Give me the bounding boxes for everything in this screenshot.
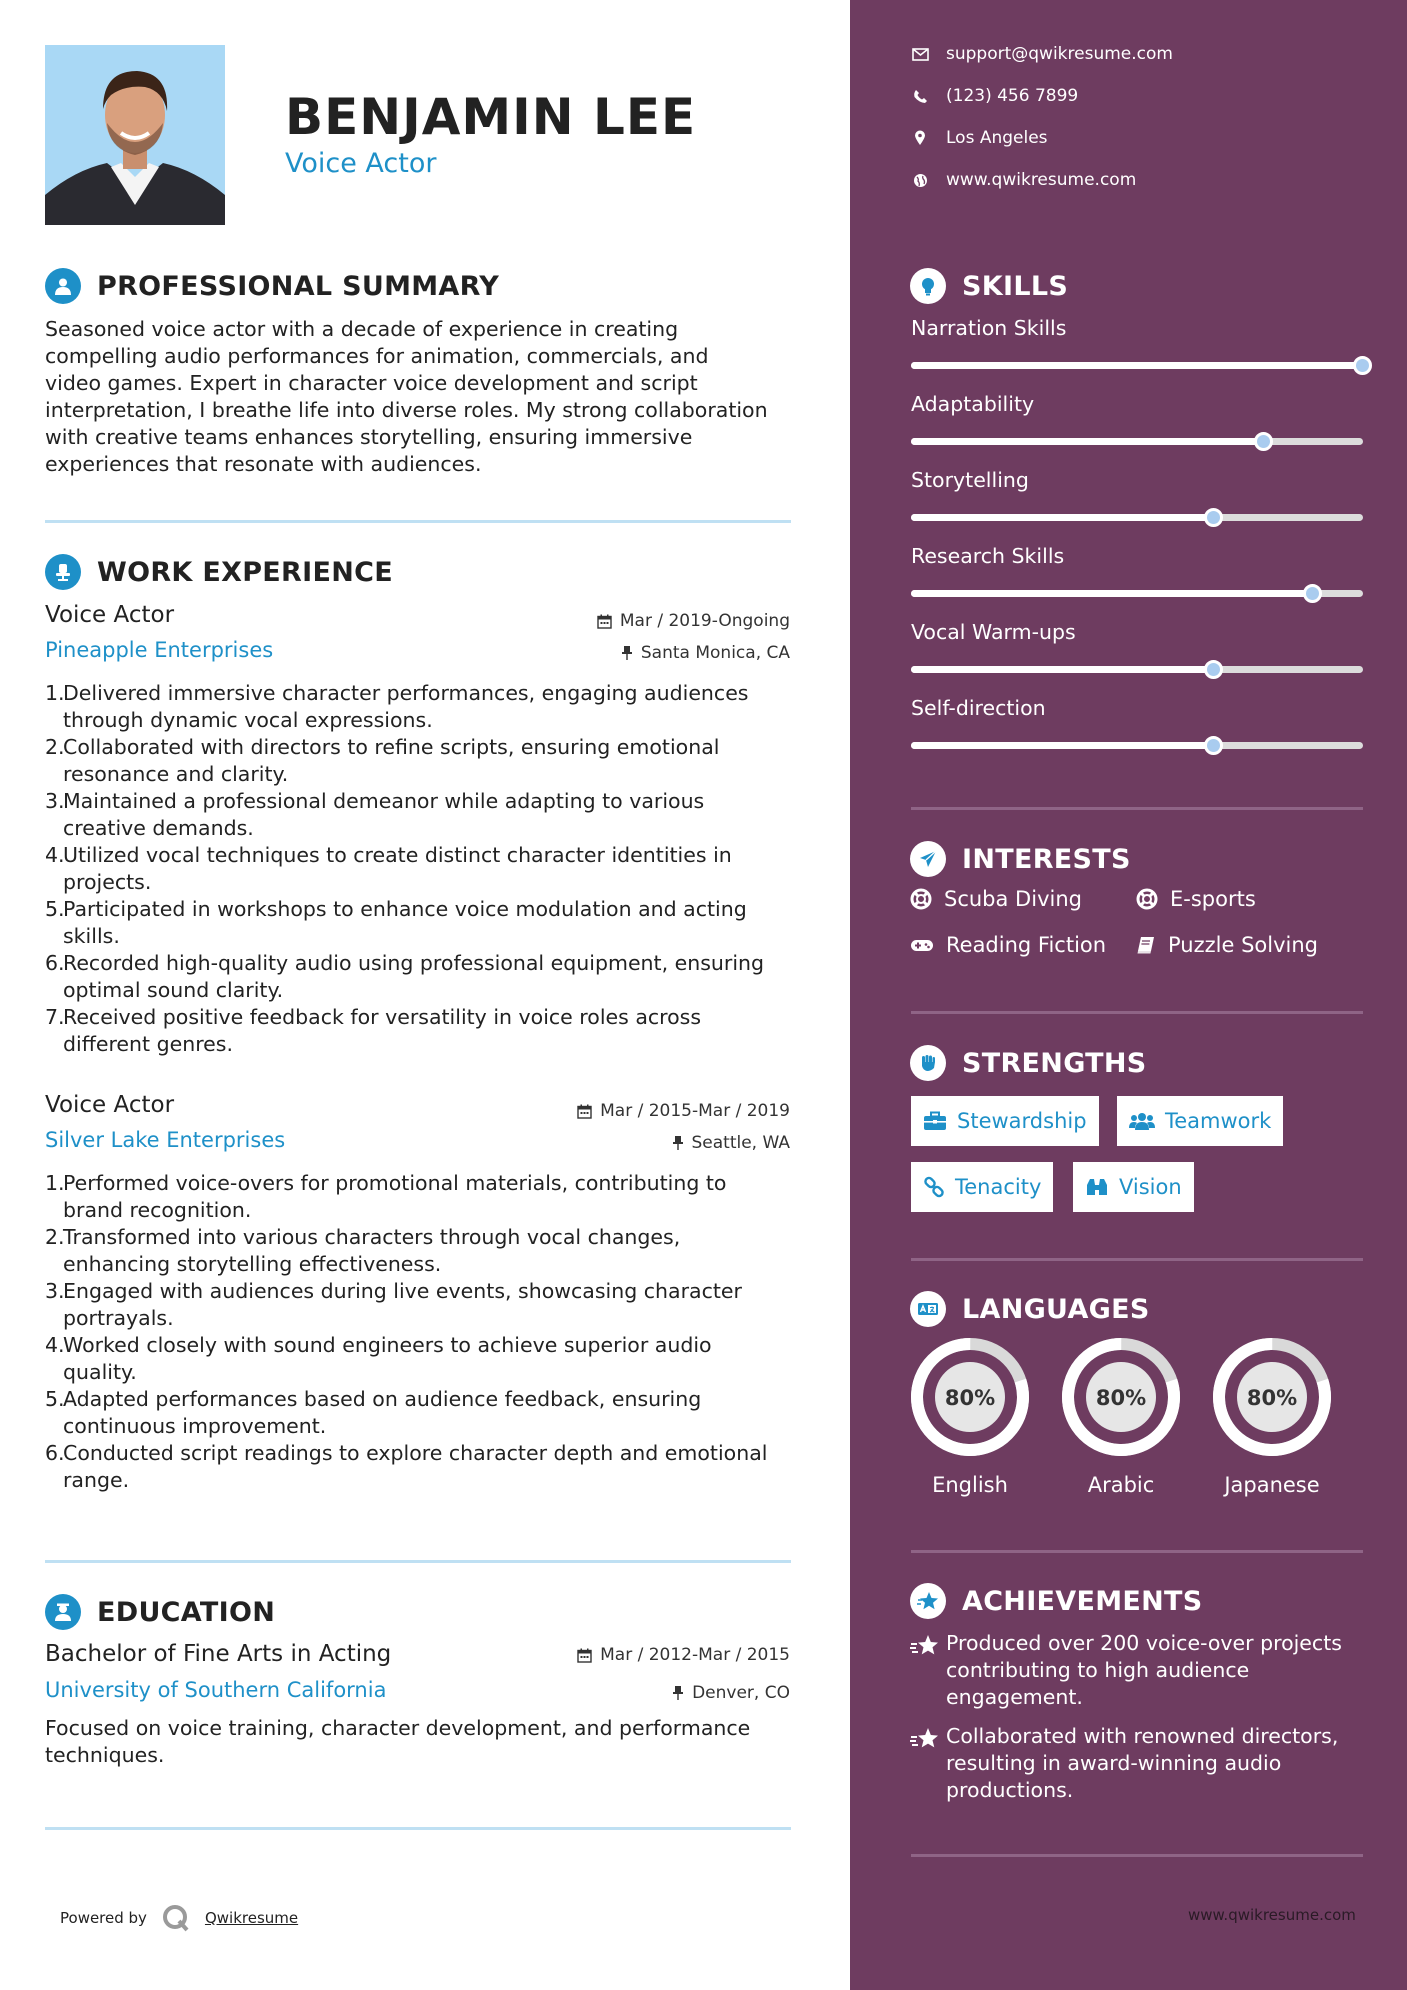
list-item [45, 788, 805, 842]
achievements-section-heading [910, 1583, 1203, 1619]
summary-line: compelling audio performances for animation, commercials, and [45, 344, 709, 368]
job-company: Pineapple Enterprises [45, 638, 274, 662]
language-name: English [932, 1473, 1008, 1497]
powered-by [60, 1903, 298, 1933]
achievement-line: engagement. [946, 1685, 1083, 1709]
skill-bar [911, 362, 1363, 369]
paper-plane-icon [910, 841, 946, 877]
item-number: 5. [45, 897, 65, 921]
link-icon [923, 1176, 945, 1198]
skill-bar-fill [911, 514, 1214, 521]
job-title: Voice Actor [45, 602, 175, 628]
item-number: 4. [45, 1333, 65, 1357]
binoculars-icon [1085, 1177, 1109, 1197]
item-number: 5. [45, 1387, 65, 1411]
section-divider [911, 1011, 1363, 1014]
item-number: 1. [45, 1171, 65, 1195]
skill-bar-fill [911, 666, 1214, 673]
job-company: Silver Lake Enterprises [45, 1128, 286, 1152]
item-line: Received positive feedback for versatility in voice roles across [63, 1005, 702, 1029]
job-date [597, 611, 790, 631]
item-number: 2. [45, 1225, 65, 1249]
item-line: Adapted performances based on audience feedback, ensuring [63, 1387, 702, 1411]
item-line: different genres. [63, 1032, 233, 1056]
achievement-line: productions. [946, 1778, 1074, 1802]
item-line: portrayals. [63, 1306, 174, 1330]
email-text: support@qwikresume.com [946, 44, 1173, 64]
strength-label: Teamwork [1165, 1109, 1272, 1133]
user-icon [45, 268, 81, 304]
item-line: enhancing storytelling effectiveness. [63, 1252, 442, 1276]
language-ring [908, 1335, 1032, 1459]
life-ring-icon [910, 888, 932, 910]
calendar-icon [577, 1104, 592, 1119]
summary-line: video games. Expert in character voice development and script [45, 371, 698, 395]
education-location-text: Denver, CO [692, 1683, 790, 1703]
globe-icon [913, 173, 928, 188]
briefcase-icon [923, 1111, 947, 1131]
achievement-line: contributing to high audience [946, 1658, 1250, 1682]
users-icon [1129, 1111, 1155, 1131]
section-divider [911, 1854, 1363, 1857]
item-number: 3. [45, 1279, 65, 1303]
language-name: Arabic [1087, 1473, 1155, 1497]
education-heading: EDUCATION [97, 1596, 276, 1628]
job-location-text: Santa Monica, CA [640, 643, 790, 663]
shooting-star-icon [910, 1726, 940, 1752]
job-duties-list [45, 1170, 805, 1494]
education-date-text: Mar / 2012-Mar / 2015 [600, 1645, 790, 1665]
item-line: Transformed into various characters through vocal changes, [63, 1225, 681, 1249]
list-item [45, 950, 805, 1004]
language-ring [1210, 1335, 1334, 1459]
skill-slider-knob [1254, 432, 1273, 451]
section-divider [45, 520, 791, 523]
job-location-text: Seattle, WA [691, 1133, 790, 1153]
achievement-line: Produced over 200 voice-over projects [946, 1631, 1342, 1655]
experience-heading: WORK EXPERIENCE [97, 556, 393, 588]
section-divider [911, 807, 1363, 810]
qwikresume-link[interactable]: Qwikresume [204, 1909, 299, 1927]
achievements-heading: ACHIEVEMENTS [962, 1585, 1203, 1617]
profile-photo [45, 45, 225, 225]
interest-item [1136, 887, 1256, 911]
item-line: Engaged with audiences during live events, showcasing character [63, 1279, 742, 1303]
website-text: www.qwikresume.com [946, 170, 1137, 190]
strength-label: Tenacity [955, 1175, 1042, 1199]
section-divider [45, 1560, 791, 1563]
job-duties-list [45, 680, 805, 1058]
item-line: Performed voice-overs for promotional materials, contributing to [63, 1171, 727, 1195]
strengths-section-heading [910, 1045, 1147, 1081]
calendar-icon [597, 614, 612, 629]
degree-title: Bachelor of Fine Arts in Acting [45, 1641, 392, 1667]
job-title: Voice Actor [45, 1092, 175, 1118]
summary-section-heading [45, 268, 499, 304]
item-number: 2. [45, 735, 65, 759]
education-description [45, 1715, 805, 1769]
job-date-text: Mar / 2015-Mar / 2019 [600, 1101, 790, 1121]
language-percent: 80% [1095, 1386, 1147, 1410]
summary-line: interpretation, I breathe life into diverse roles. My strong collaboration [45, 398, 768, 422]
item-line: Recorded high-quality audio using professional equipment, ensuring [63, 951, 765, 975]
lightbulb-icon [910, 268, 946, 304]
skill-slider-knob [1204, 736, 1223, 755]
item-line: resonance and clarity. [63, 762, 289, 786]
item-line: Maintained a professional demeanor while adapting to various [63, 789, 705, 813]
gamepad-icon [910, 937, 934, 953]
job-date-text: Mar / 2019-Ongoing [619, 611, 790, 631]
skill-bar [911, 590, 1363, 597]
interest-label: Puzzle Solving [1168, 933, 1318, 957]
skills-section-heading [910, 268, 1068, 304]
item-number: 6. [45, 1441, 65, 1465]
contact-website[interactable] [910, 170, 1136, 190]
map-marker-icon [914, 130, 926, 146]
list-item [45, 1004, 805, 1058]
skill-bar [911, 666, 1363, 673]
summary-text [45, 316, 795, 478]
strength-label: Stewardship [957, 1109, 1087, 1133]
calendar-icon [577, 1648, 592, 1663]
experience-section-heading [45, 554, 393, 590]
item-line: Collaborated with directors to refine scripts, ensuring emotional [63, 735, 720, 759]
interest-label: E-sports [1170, 887, 1256, 911]
strength-chip [1073, 1162, 1194, 1212]
powered-by-label: Powered by [60, 1909, 147, 1927]
item-line: range. [63, 1468, 130, 1492]
interest-item [910, 933, 1106, 957]
strengths-heading: STRENGTHS [962, 1047, 1147, 1079]
chair-icon [45, 554, 81, 590]
list-item [45, 1332, 805, 1386]
item-line: brand recognition. [63, 1198, 252, 1222]
strength-label: Vision [1119, 1175, 1182, 1199]
graduate-icon [45, 1594, 81, 1630]
book-icon [1136, 935, 1156, 955]
skill-bar [911, 514, 1363, 521]
envelope-icon [912, 48, 929, 61]
location-text: Los Angeles [946, 128, 1048, 148]
item-line: through dynamic vocal expressions. [63, 708, 433, 732]
item-line: Utilized vocal techniques to create distinct character identities in [63, 843, 732, 867]
list-item [45, 1170, 805, 1224]
item-number: 1. [45, 681, 65, 705]
interest-label: Scuba Diving [944, 887, 1082, 911]
education-location [672, 1683, 790, 1703]
summary-heading: PROFESSIONAL SUMMARY [97, 270, 500, 302]
pushpin-icon [621, 645, 633, 661]
skill-slider-knob [1204, 508, 1223, 527]
pushpin-icon [672, 1135, 684, 1151]
school-name: University of Southern California [45, 1678, 387, 1702]
skill-bar [911, 438, 1363, 445]
list-item [45, 842, 805, 896]
star-icon [910, 1583, 946, 1619]
item-line: Worked closely with sound engineers to achieve superior audio [63, 1333, 712, 1357]
interests-section-heading [910, 841, 1131, 877]
strength-chip [911, 1162, 1053, 1212]
languages-section-heading [910, 1291, 1150, 1327]
interest-item [1136, 933, 1318, 957]
skills-heading: SKILLS [962, 270, 1069, 302]
language-ring [1059, 1335, 1183, 1459]
achievement-line: resulting in award-winning audio [946, 1751, 1282, 1775]
summary-line: Seasoned voice actor with a decade of experience in creating [45, 317, 679, 341]
item-line: creative demands. [63, 816, 254, 840]
item-line: projects. [63, 870, 152, 894]
item-line: quality. [63, 1360, 137, 1384]
skill-label: Vocal Warm-ups [911, 620, 1076, 644]
skill-bar [911, 742, 1363, 749]
skill-slider-knob [1204, 660, 1223, 679]
item-number: 4. [45, 843, 65, 867]
phone-text: (123) 456 7899 [946, 86, 1079, 106]
shooting-star-icon [910, 1633, 940, 1659]
item-line: Participated in workshops to enhance voice modulation and acting [63, 897, 747, 921]
candidate-title: Voice Actor [285, 148, 437, 179]
interests-heading: INTERESTS [962, 843, 1131, 875]
list-item [45, 1440, 805, 1494]
skill-bar-fill [911, 362, 1363, 369]
list-item [45, 734, 805, 788]
achievement-item [910, 1630, 1370, 1711]
language-item [908, 1335, 1032, 1497]
job-date [577, 1101, 790, 1121]
strength-chip [1117, 1096, 1283, 1146]
candidate-name: BENJAMIN LEE [285, 88, 697, 146]
item-number: 7. [45, 1005, 65, 1029]
item-line: Conducted script readings to explore character depth and emotional [63, 1441, 768, 1465]
interest-item [910, 887, 1082, 911]
list-item [45, 680, 805, 734]
translate-icon [910, 1291, 946, 1327]
job-location [621, 643, 790, 663]
list-item [45, 896, 805, 950]
language-name: Japanese [1224, 1473, 1320, 1497]
skill-bar-fill [911, 742, 1214, 749]
phone-icon [913, 89, 928, 104]
life-ring-icon [1136, 888, 1158, 910]
skill-bar-fill [911, 438, 1264, 445]
footer-website-link[interactable]: www.qwikresume.com [1188, 1906, 1356, 1924]
contact-email[interactable] [910, 44, 1173, 64]
list-item [45, 1224, 805, 1278]
pushpin-icon [672, 1685, 684, 1701]
education-section-heading [45, 1594, 275, 1630]
item-line: optimal sound clarity. [63, 978, 284, 1002]
language-item [1059, 1335, 1183, 1497]
job-location [672, 1133, 791, 1153]
section-divider [45, 1827, 791, 1830]
education-line: Focused on voice training, character development, and performance [45, 1716, 751, 1740]
achievement-item [910, 1723, 1370, 1804]
interest-label: Reading Fiction [946, 933, 1107, 957]
contact-location [910, 128, 1048, 148]
language-percent: 80% [944, 1386, 996, 1410]
item-line: continuous improvement. [63, 1414, 327, 1438]
skill-bar-fill [911, 590, 1313, 597]
skill-label: Adaptability [911, 392, 1035, 416]
list-item [45, 1386, 805, 1440]
achievement-line: Collaborated with renowned directors, [946, 1724, 1339, 1748]
summary-line: with creative teams enhances storytelling, ensuring immersive [45, 425, 693, 449]
education-date [577, 1645, 790, 1665]
fist-icon [910, 1045, 946, 1081]
qwikresume-logo-icon [161, 1903, 191, 1933]
item-line: Delivered immersive character performances, engaging audiences [63, 681, 749, 705]
skill-slider-knob [1353, 356, 1372, 375]
skill-label: Self-direction [911, 696, 1046, 720]
strength-chip [911, 1096, 1099, 1146]
skill-label: Narration Skills [911, 316, 1067, 340]
contact-phone[interactable] [910, 86, 1078, 106]
list-item [45, 1278, 805, 1332]
skill-label: Storytelling [911, 468, 1029, 492]
item-number: 6. [45, 951, 65, 975]
section-divider [911, 1258, 1363, 1261]
language-percent: 80% [1246, 1386, 1298, 1410]
languages-heading: LANGUAGES [962, 1293, 1150, 1325]
language-item [1210, 1335, 1334, 1497]
item-line: skills. [63, 924, 120, 948]
summary-line: experiences that resonate with audiences. [45, 452, 482, 476]
education-line: techniques. [45, 1743, 165, 1767]
item-number: 3. [45, 789, 65, 813]
skill-label: Research Skills [911, 544, 1065, 568]
section-divider [911, 1550, 1363, 1553]
